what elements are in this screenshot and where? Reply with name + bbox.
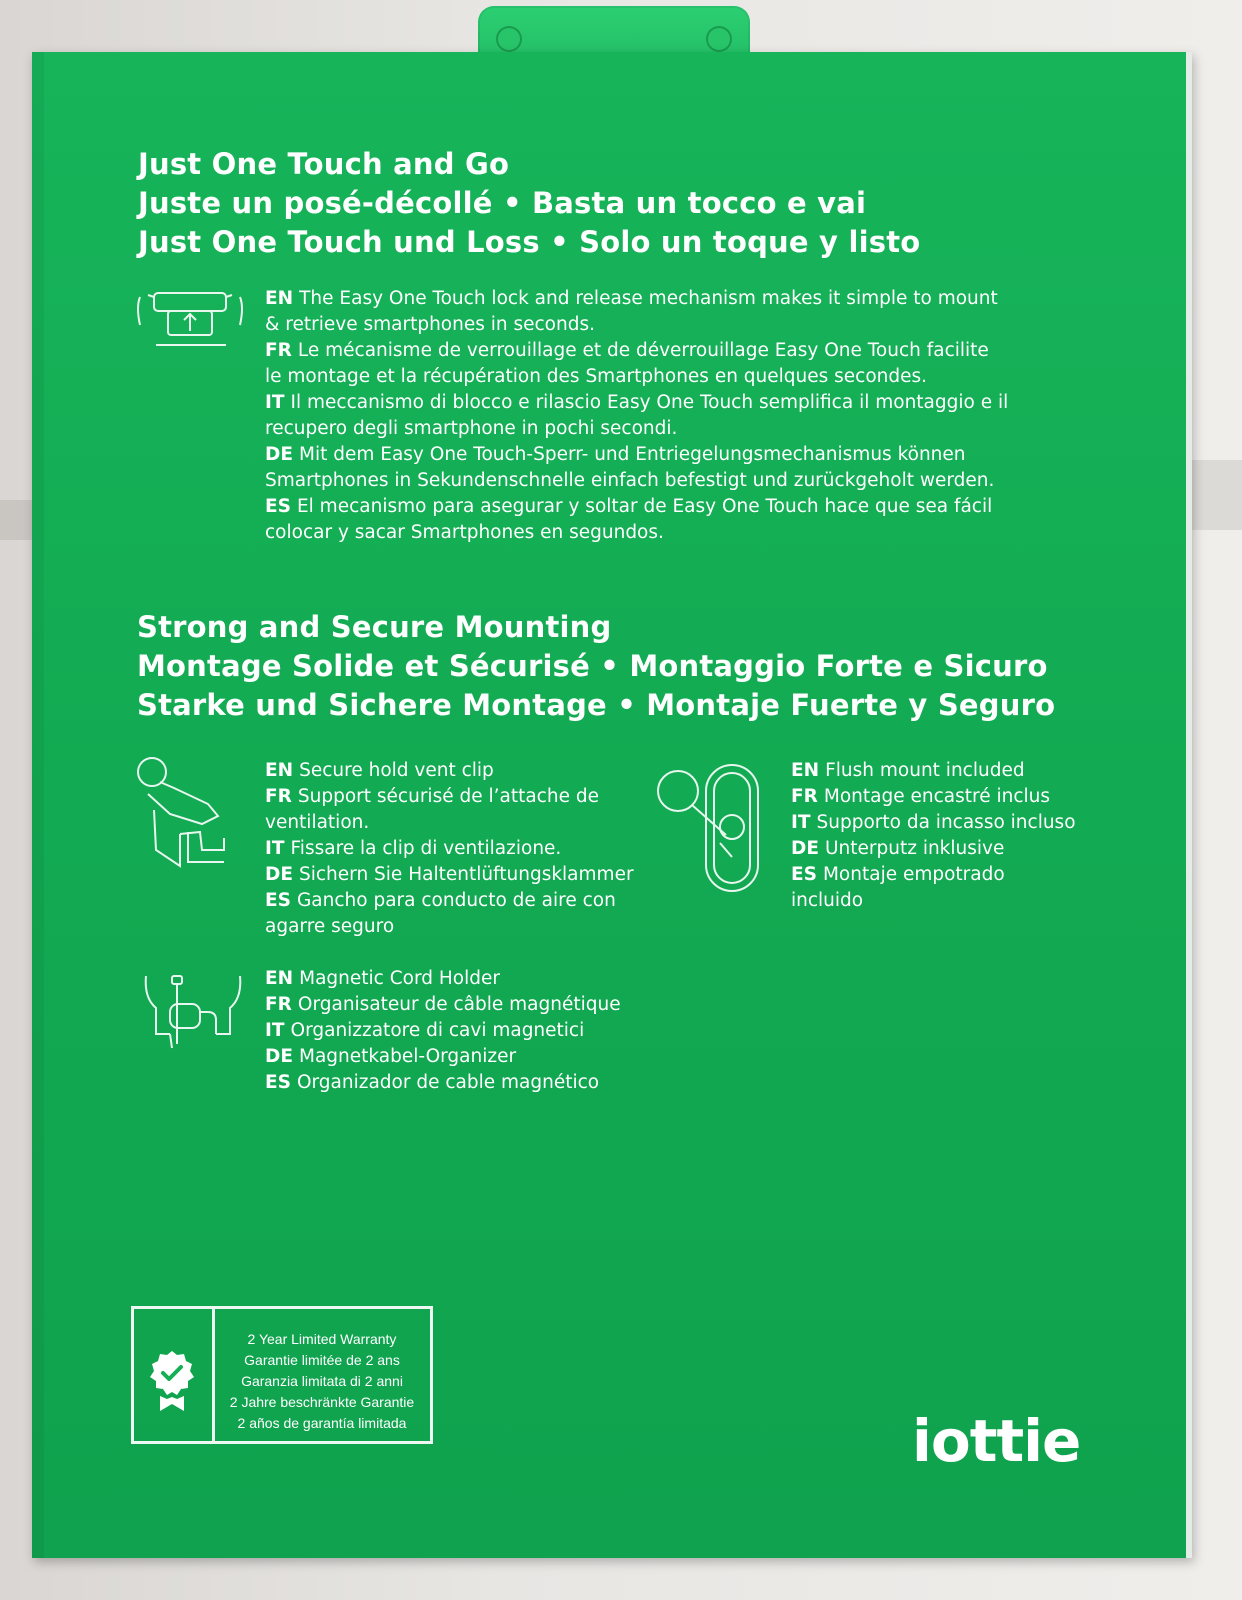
section2-heading: Starke und Sichere Montage • Montaje Fuerte y Seguro	[137, 688, 1056, 722]
language-code: ES	[265, 1072, 291, 1093]
feature-line: incluido	[791, 890, 864, 911]
feature-line: Sichern Sie Haltentlüftungsklammer	[299, 864, 634, 885]
cord-holder-description	[265, 966, 621, 1096]
section1-headings	[138, 145, 920, 262]
description-line: & retrieve smartphones in seconds.	[265, 314, 595, 335]
feature-line: Flush mount included	[825, 760, 1025, 781]
warranty-box	[131, 1306, 433, 1444]
feature-line: Secure hold vent clip	[299, 760, 494, 781]
feature-line: Montaje empotrado	[822, 864, 1005, 885]
description-line: The Easy One Touch lock and release mechanism makes it simple to mount	[299, 288, 998, 309]
language-code: ES	[265, 496, 291, 517]
section2-heading: Montage Solide et Sécurisé • Montaggio Forte e Sicuro	[137, 649, 1048, 683]
flush-mount-icon	[656, 761, 762, 895]
feature-line: Magnetkabel-Organizer	[299, 1046, 517, 1067]
language-code: IT	[791, 812, 811, 833]
section2-heading: Strong and Secure Mounting	[137, 610, 612, 644]
hang-tab-hole	[496, 26, 522, 52]
box-edge	[32, 52, 44, 1558]
language-code: ES	[265, 890, 291, 911]
warranty-line: 2 años de garantía limitada	[237, 1415, 407, 1431]
language-code: EN	[265, 288, 294, 309]
feature-line: Fissare la clip di ventilazione.	[290, 838, 562, 859]
warranty-text	[218, 1329, 426, 1434]
language-code: IT	[265, 392, 285, 413]
feature-line: ventilation.	[265, 812, 370, 833]
language-code: FR	[265, 786, 292, 807]
feature-line: Organizador de cable magnético	[296, 1072, 600, 1093]
hang-tab-hole	[706, 26, 732, 52]
warranty-line: Garanzia limitata di 2 anni	[241, 1373, 403, 1389]
section1-heading: Just One Touch und Loss • Solo un toque y listo	[138, 225, 921, 259]
feature-line: Organizzatore di cavi magnetici	[290, 1020, 585, 1041]
feature-line: Magnetic Cord Holder	[299, 968, 500, 989]
language-code: DE	[265, 1046, 293, 1067]
warranty-divider	[212, 1309, 215, 1441]
warranty-line: 2 Jahre beschränkte Garantie	[229, 1394, 415, 1410]
language-code: DE	[265, 444, 293, 465]
magnetic-cord-holder-icon	[140, 972, 246, 1050]
feature-line: Gancho para conducto de aire con	[296, 890, 616, 911]
description-line: Mit dem Easy One Touch-Sperr- und Entriegelungsmechanismus können	[299, 444, 966, 465]
language-code: EN	[265, 760, 294, 781]
brand-logo: iottie	[912, 1407, 1081, 1475]
description-line: Smartphones in Sekundenschnelle einfach befestigt und zurückgeholt werden.	[265, 470, 995, 491]
feature-line: Montage encastré inclus	[823, 786, 1051, 807]
section1-heading: Just One Touch and Go	[138, 147, 510, 181]
warranty-line: Garantie limitée de 2 ans	[244, 1352, 400, 1368]
description-line: Il meccanismo di blocco e rilascio Easy One Touch semplifica il montaggio e il	[290, 392, 1009, 413]
language-code: EN	[265, 968, 294, 989]
language-code: DE	[265, 864, 293, 885]
section1-description	[265, 286, 1008, 546]
warranty-line: 2 Year Limited Warranty	[247, 1331, 397, 1347]
description-line: le montage et la récupération des Smartphones en quelques secondes.	[265, 366, 928, 387]
feature-line: Organisateur de câble magnétique	[297, 994, 621, 1015]
section2-headings	[137, 608, 1055, 725]
description-line: Le mécanisme de verrouillage et de déverrouillage Easy One Touch facilite	[297, 340, 989, 361]
language-code: IT	[265, 838, 285, 859]
vent-clip-icon	[130, 754, 230, 872]
feature-line: Support sécurisé de l’attache de	[297, 786, 599, 807]
feature-line: Supporto da incasso incluso	[816, 812, 1076, 833]
section1-heading: Juste un posé-décollé • Basta un tocco e vai	[138, 186, 867, 220]
language-code: IT	[265, 1020, 285, 1041]
language-code: ES	[791, 864, 817, 885]
language-code: FR	[265, 340, 292, 361]
flush-mount-description	[791, 758, 1076, 914]
description-line: recupero degli smartphone in pochi secondi.	[265, 418, 678, 439]
vent-clip-description	[265, 758, 634, 940]
description-line: colocar y sacar Smartphones en segundos.	[265, 522, 664, 543]
feature-line: Unterputz inklusive	[825, 838, 1005, 859]
feature-line: agarre seguro	[265, 916, 395, 937]
description-line: El mecanismo para asegurar y soltar de Easy One Touch hace que sea fácil	[296, 496, 993, 517]
language-code: DE	[791, 838, 819, 859]
language-code: FR	[265, 994, 292, 1015]
language-code: EN	[791, 760, 820, 781]
one-touch-mount-icon	[134, 285, 246, 353]
language-code: FR	[791, 786, 818, 807]
warranty-badge-icon	[148, 1349, 196, 1417]
